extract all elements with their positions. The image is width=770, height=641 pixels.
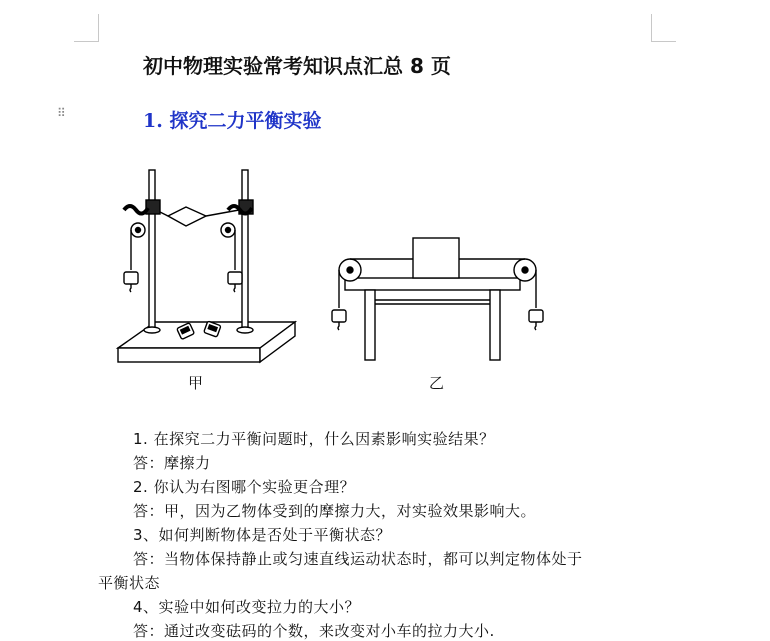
page-corner-mark [74,41,99,42]
question-1: 1. 在探究二力平衡问题时，什么因素影响实验结果？ [133,430,495,448]
question-3: 3、如何判断物体是否处于平衡状态？ [133,526,392,544]
document-title: 初中物理实验常考知识点汇总 8 页 [143,54,451,78]
question-4: 4、实验中如何改变拉力的大小？ [133,598,361,616]
page-corner-mark [98,14,99,42]
section-heading: 1. 探究二力平衡实验 [143,110,322,132]
answer-4: 答：通过改变砝码的个数，来改变对小车的拉力大小. [133,622,495,640]
answer-3-continued: 平衡状态 [98,574,161,592]
experiment-figure [110,160,560,400]
page-corner-mark [651,14,652,42]
answer-3: 答：当物体保持静止或匀速直线运动状态时，都可以判定物体处于 [133,550,583,568]
answer-1: 答：摩擦力 [133,454,211,472]
drag-handle-icon[interactable]: ⠿ [57,106,65,120]
page-corner-mark [651,41,676,42]
question-2: 2. 你认为右图哪个实验更合理？ [133,478,356,496]
answer-2: 答：甲，因为乙物体受到的摩擦力大，对实验效果影响大。 [133,502,537,520]
apparatus-b [332,238,543,360]
apparatus-a [118,170,295,362]
figure-label-left: 甲 [188,374,204,392]
figure-label-right: 乙 [429,374,445,392]
